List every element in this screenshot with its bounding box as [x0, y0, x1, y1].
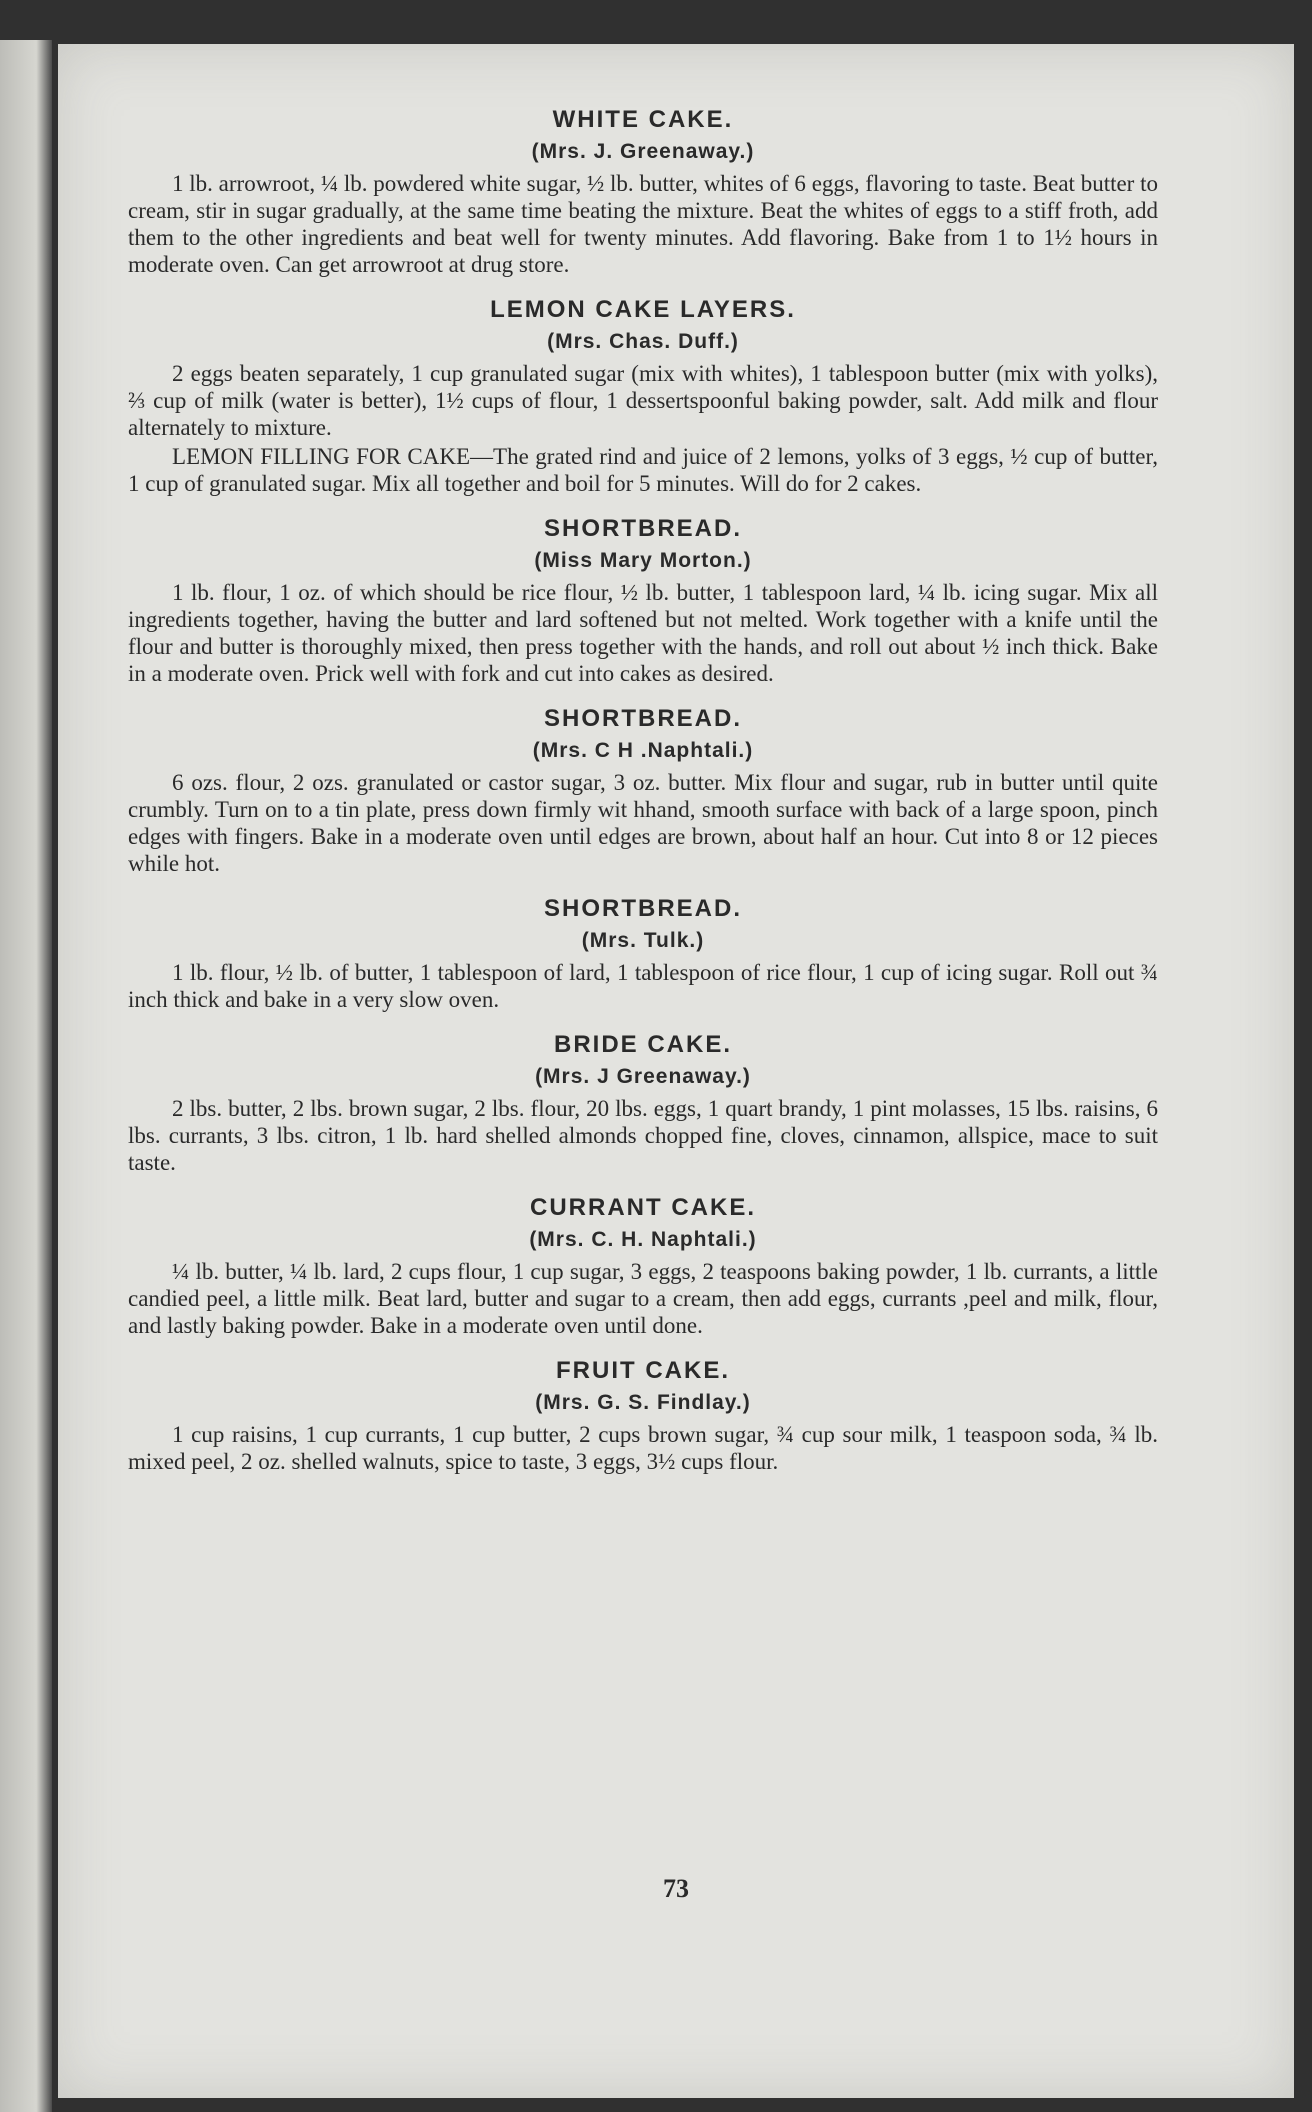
page-number: 73 — [663, 1874, 689, 1903]
recipe-shortbread-morton — [128, 515, 1158, 687]
recipe-title: FRUIT CAKE. — [556, 1357, 730, 1384]
recipe-text: 2 eggs beaten separately, 1 cup granulated sugar (mix with whites), 1 tablespoon butter (mix with yolks), ⅔ cup of milk (water is better), 1½ cups of flour, 1 dessertspoonful baking powder, salt. Add milk and flour alternately to mixture. — [128, 361, 1158, 440]
recipe-title: SHORTBREAD. — [543, 705, 742, 732]
recipe-text: 1 lb. flour, 1 oz. of which should be rice flour, ½ lb. butter, 1 tablespoon lard, ¼ lb. icing sugar. Mix all ingredients together, having the butter and lard softened but not melted. Work together with a knife until the flour and butter is thoroughly mixed, then press together with the hands, and roll out about ½ inch thick. Bake in a moderate oven. Prick well with fork and cut into cakes as desired. — [128, 580, 1158, 686]
recipe-author: (Mrs. C H .Naphtali.) — [532, 739, 754, 762]
recipe-text: LEMON FILLING FOR CAKE—The grated rind and juice of 2 lemons, yolks of 3 eggs, ½ cup of butter, 1 cup of granulated sugar. Mix all together and boil for 5 minutes. Will do for 2 cakes. — [128, 444, 1158, 496]
recipe-text: 1 lb. arrowroot, ¼ lb. powdered white sugar, ½ lb. butter, whites of 6 eggs, flavoring to taste. Beat butter to cream, stir in sugar gradually, at the same time beating the mixture. Beat the whites of eggs to a stiff froth, add them to the other ingredients and beat well for twenty minutes. Add flavoring. Bake from 1 to 1½ hours in moderate oven. Can get arrowroot at drug store. — [128, 171, 1158, 277]
recipe-fruit-cake — [128, 1357, 1158, 1475]
recipe-text: 2 lbs. butter, 2 lbs. brown sugar, 2 lbs. flour, 20 lbs. eggs, 1 quart brandy, 1 pint molasses, 15 lbs. raisins, 6 lbs. currants, 3 lbs. citron, 1 lb. hard shelled almonds chopped fine, cloves, cinnamon, allspice, mace to suit taste. — [128, 1096, 1158, 1175]
recipe-author: (Mrs. J Greenaway.) — [535, 1065, 751, 1088]
recipe-text: 1 lb. flour, ½ lb. of butter, 1 tablespoon of lard, 1 tablespoon of rice flour, 1 cup of icing sugar. Roll out ¾ inch thick and bake in a very slow oven. — [128, 960, 1158, 1012]
facing-page-edge — [0, 40, 52, 2112]
book-page — [58, 44, 1294, 2098]
recipe-lemon-cake-layers — [128, 296, 1158, 497]
recipe-bride-cake — [128, 1031, 1158, 1176]
recipe-text: 6 ozs. flour, 2 ozs. granulated or castor sugar, 3 oz. butter. Mix flour and sugar, rub in butter until quite crumbly. Turn on to a tin plate, press down firmly wit hhand, smooth surface with back of a large spoon, pinch edges with fingers. Bake in a moderate oven until edges are brown, about half an hour. Cut into 8 or 12 pieces while hot. — [128, 770, 1158, 876]
recipe-author: (Mrs. Chas. Duff.) — [547, 330, 739, 353]
recipe-currant-cake — [128, 1194, 1158, 1339]
recipe-column — [128, 106, 1158, 1493]
recipe-title: LEMON CAKE LAYERS. — [490, 296, 796, 323]
recipe-title: WHITE CAKE. — [552, 106, 734, 133]
recipe-title: SHORTBREAD. — [543, 895, 742, 922]
recipe-author: (Miss Mary Morton.) — [534, 549, 752, 572]
recipe-text: 1 cup raisins, 1 cup currants, 1 cup butter, 2 cups brown sugar, ¾ cup sour milk, 1 teaspoon soda, ¾ lb. mixed peel, 2 oz. shelled walnuts, spice to taste, 3 eggs, 3½ cups flour. — [128, 1422, 1158, 1474]
recipe-title: CURRANT CAKE. — [530, 1194, 756, 1221]
recipe-shortbread-naphtali — [128, 705, 1158, 877]
recipe-author: (Mrs. C. H. Naphtali.) — [529, 1228, 757, 1251]
recipe-author: (Mrs. Tulk.) — [581, 929, 705, 952]
recipe-title: BRIDE CAKE. — [553, 1031, 732, 1058]
recipe-text: ¼ lb. butter, ¼ lb. lard, 2 cups flour, 1 cup sugar, 3 eggs, 2 teaspoons baking powder, 1 lb. currants, a little candied peel, a little milk. Beat lard, butter and sugar to a cream, then add eggs, currants ,peel and milk, flour, and lastly baking powder. Bake in a moderate oven until done. — [128, 1259, 1158, 1338]
recipe-author: (Mrs. J. Greenaway.) — [531, 140, 755, 163]
recipe-shortbread-tulk — [128, 895, 1158, 1013]
recipe-author: (Mrs. G. S. Findlay.) — [535, 1391, 751, 1414]
recipe-title: SHORTBREAD. — [543, 515, 742, 542]
recipe-white-cake — [128, 106, 1158, 278]
